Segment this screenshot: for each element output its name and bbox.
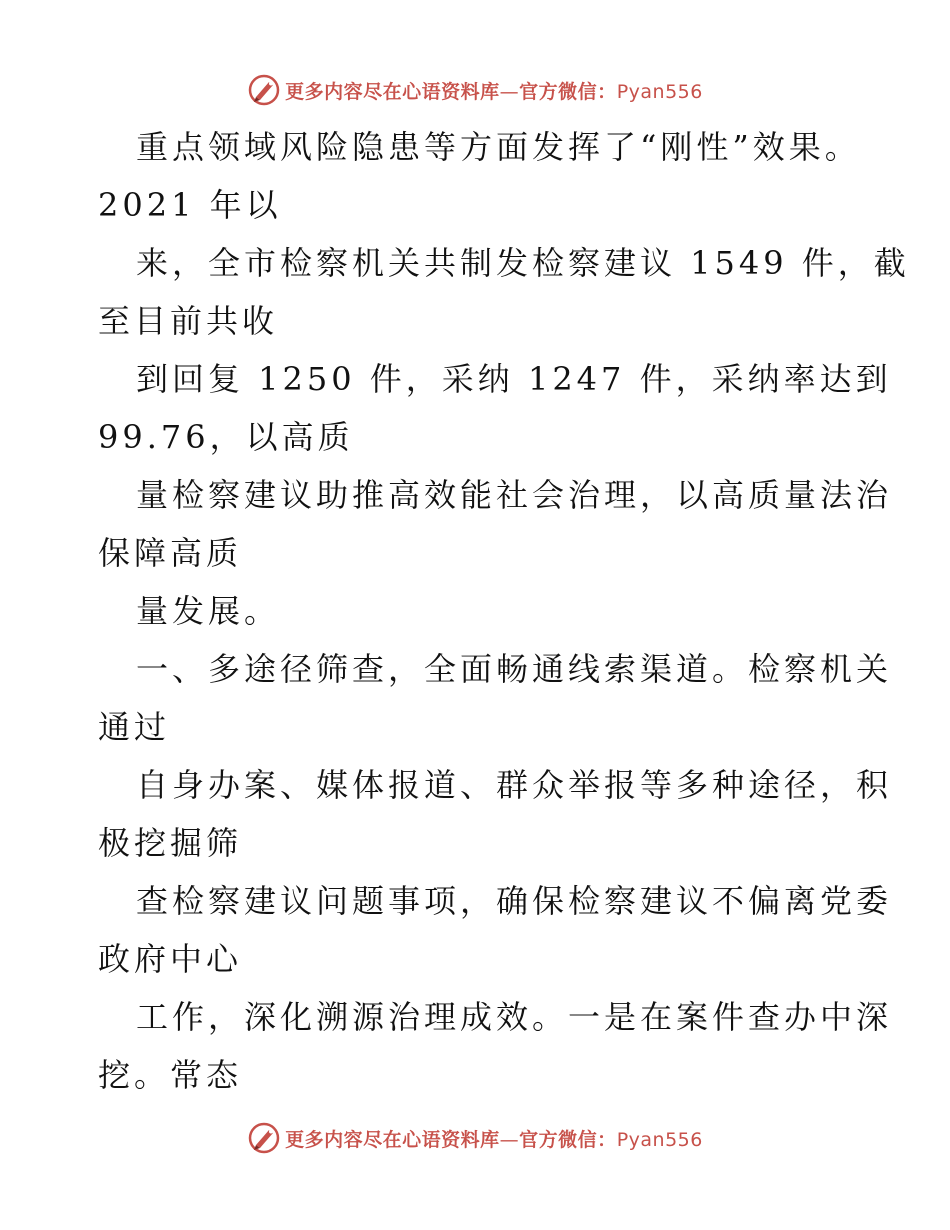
text-line: 到回复 1250 件，采纳 1247 件，采纳率达到	[136, 360, 892, 398]
watermark-site: 更多内容尽在心语资料库	[285, 1128, 500, 1151]
watermark-contact-label: 官方微信：	[519, 1128, 617, 1151]
text-line: 政府中心	[98, 940, 243, 978]
text-line: 通过	[98, 708, 171, 746]
text-line: 查检察建议问题事项，确保检察建议不偏离党委	[136, 882, 893, 920]
text-line: 保障高质	[98, 534, 243, 572]
page-footer-watermark	[0, 1118, 950, 1158]
text-line: 自身办案、媒体报道、群众举报等多种途径，积	[136, 766, 893, 804]
watermark-text	[285, 1125, 703, 1152]
watermark-separator: —	[499, 1128, 520, 1151]
document-body	[98, 118, 910, 1104]
text-line: 至目前共收	[98, 302, 279, 340]
text-line: 2021 年以	[98, 186, 282, 224]
watermark-contact-id: Pyan556	[616, 1128, 703, 1151]
pen-logo-icon	[247, 1121, 281, 1155]
text-line: 极挖掘筛	[98, 824, 243, 862]
text-line: 量检察建议助推高效能社会治理，以高质量法治	[136, 476, 893, 514]
watermark-contact-label: 官方微信：	[519, 80, 617, 103]
text-line: 99.76，以高质	[98, 418, 354, 456]
watermark-site: 更多内容尽在心语资料库	[285, 80, 500, 103]
text-line: 一、多途径筛查，全面畅通线索渠道。检察机关	[136, 650, 893, 688]
watermark-separator: —	[499, 80, 520, 103]
text-line: 来，全市检察机关共制发检察建议 1549 件，截	[136, 244, 910, 282]
watermark-text	[285, 77, 703, 104]
watermark-contact-id: Pyan556	[616, 80, 703, 103]
text-line: 工作，深化溯源治理成效。一是在案件查办中深	[136, 998, 893, 1036]
text-line: 挖。常态	[98, 1056, 243, 1094]
page-header-watermark	[0, 70, 950, 110]
text-line: 重点领域风险隐患等方面发挥了“刚性”效果。	[136, 128, 861, 166]
text-line: 量发展。	[136, 592, 281, 630]
pen-logo-icon	[247, 73, 281, 107]
